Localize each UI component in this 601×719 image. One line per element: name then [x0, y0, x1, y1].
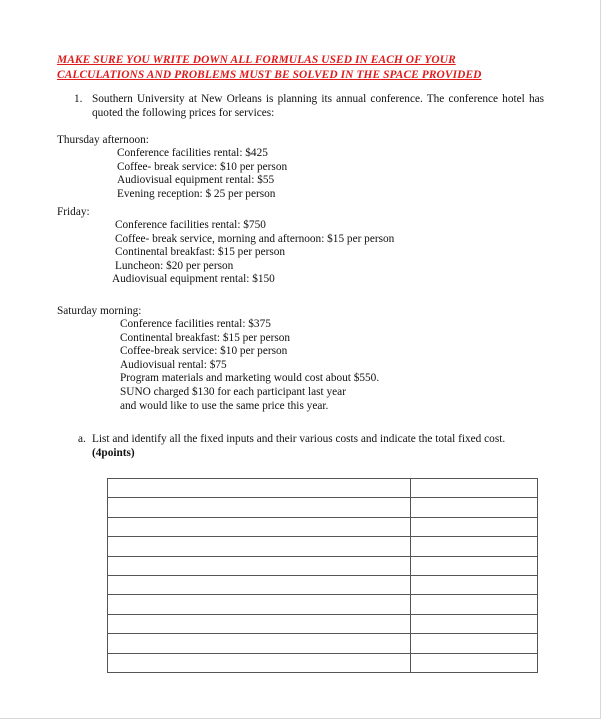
sub-question-text: List and identify all the fixed inputs and their various costs and indicate the total fixed cost. — [92, 433, 506, 445]
price-list-saturday — [120, 318, 379, 413]
answer-row — [108, 575, 538, 594]
day-label-thursday: Thursday afternoon: — [57, 134, 149, 146]
answer-cell-input[interactable] — [108, 498, 411, 517]
sub-question-letter: a. — [78, 433, 86, 445]
price-item: Coffee-break service: $10 per person — [120, 345, 288, 358]
price-item: Continental breakfast: $15 per person — [115, 246, 286, 259]
question-intro — [74, 92, 544, 120]
answer-cell-cost[interactable] — [411, 556, 538, 575]
price-item: Coffee- break service, morning and afternoon: $15 per person — [115, 232, 395, 245]
price-item: Conference facilities rental: $425 — [117, 147, 268, 159]
answer-cell-input[interactable] — [108, 653, 411, 672]
answer-cell-cost[interactable] — [411, 653, 538, 672]
answer-cell-input[interactable] — [108, 556, 411, 575]
price-item: and would like to use the same price this year. — [120, 399, 329, 412]
warning-line-2: CALCULATIONS AND PROBLEMS MUST BE SOLVED IN THE SPACE PROVIDED — [57, 69, 482, 81]
price-item: Program materials and marketing would cost about $550. — [120, 372, 380, 385]
answer-cell-cost[interactable] — [411, 634, 538, 653]
day-label-friday: Friday: — [57, 206, 90, 218]
answer-cell-cost[interactable] — [411, 614, 538, 633]
sub-question-points: (4points) — [92, 447, 135, 459]
answer-cell-input[interactable] — [108, 517, 411, 536]
answer-cell-input[interactable] — [108, 575, 411, 594]
answer-row — [108, 653, 538, 672]
price-item: Audiovisual equipment rental: $150 — [112, 273, 275, 286]
answer-cell-cost[interactable] — [411, 575, 538, 594]
answer-row — [108, 614, 538, 633]
price-item: Continental breakfast: $15 per person — [120, 331, 291, 344]
answer-row — [108, 634, 538, 653]
answer-cell-input[interactable] — [108, 614, 411, 633]
question-number: 1. — [74, 93, 83, 105]
answer-row — [108, 498, 538, 517]
answer-cell-cost[interactable] — [411, 498, 538, 517]
answer-cell-cost[interactable] — [411, 479, 538, 498]
answer-row — [108, 556, 538, 575]
price-list-friday — [112, 219, 395, 287]
question-text: Southern University at New Orleans is planning its annual conference. The conference hotel has quoted the following prices for services: — [92, 93, 544, 119]
price-item: Conference facilities rental: $750 — [115, 219, 266, 231]
price-item: Coffee- break service: $10 per person — [117, 160, 288, 173]
day-label-saturday: Saturday morning: — [57, 305, 142, 317]
price-item: SUNO charged $130 for each participant last year — [120, 385, 346, 398]
answer-cell-cost[interactable] — [411, 517, 538, 536]
price-item: Luncheon: $20 per person — [115, 259, 234, 272]
warning-line-1: MAKE SURE YOU WRITE DOWN ALL FORMULAS USED IN EACH OF YOUR — [57, 54, 456, 66]
answer-cell-input[interactable] — [108, 537, 411, 556]
answer-cell-cost[interactable] — [411, 595, 538, 614]
answer-cell-cost[interactable] — [411, 537, 538, 556]
answer-cell-input[interactable] — [108, 479, 411, 498]
answer-cell-input[interactable] — [108, 595, 411, 614]
price-item: Audiovisual rental: $75 — [120, 358, 227, 371]
answer-cell-input[interactable] — [108, 634, 411, 653]
price-item: Audiovisual equipment rental: $55 — [117, 174, 275, 187]
answer-row — [108, 479, 538, 498]
sub-question-a — [78, 432, 548, 460]
price-list-thursday — [117, 147, 287, 201]
answer-row — [108, 517, 538, 536]
answer-table — [107, 478, 538, 673]
answer-row — [108, 595, 538, 614]
answer-row — [108, 537, 538, 556]
price-item: Evening reception: $ 25 per person — [117, 187, 276, 200]
price-item: Conference facilities rental: $375 — [120, 318, 271, 330]
instructions-warning — [57, 53, 557, 83]
